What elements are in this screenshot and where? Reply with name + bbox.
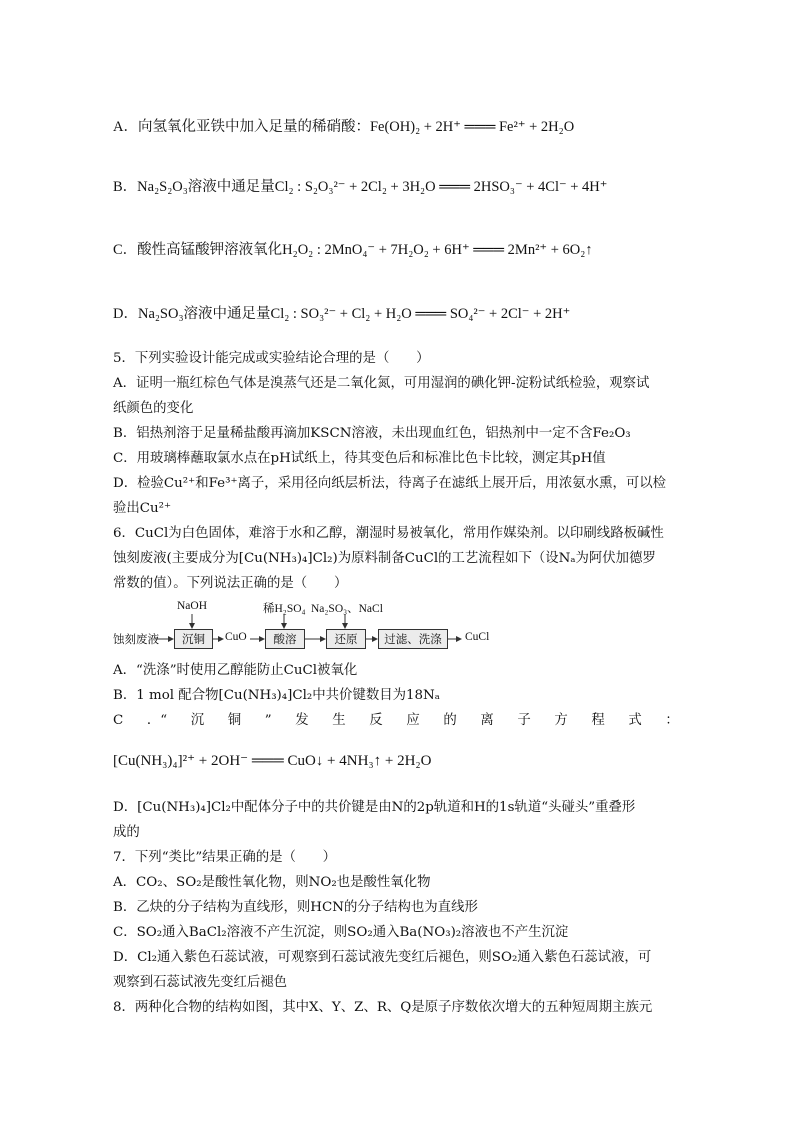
q6-option-c-char: 生 — [332, 713, 346, 728]
q7-option-c: C．SO₂通入BaCl₂溶液不产生沉淀，则SO₂通入Ba(NO₃)₂溶液也不产生沉淀 — [113, 925, 569, 940]
q6-option-b: B．1 mol 配合物[Cu(NH₃)₄]Cl₂中共价键数目为18Nₐ — [113, 688, 440, 703]
q6-option-c-char: 程 — [591, 713, 605, 728]
q6-option-c-char: ．“ — [146, 713, 168, 728]
q6-option-c-char: 发 — [295, 713, 309, 728]
flow-step-precipitate: 沉铜 — [174, 629, 213, 649]
q5-option-a-line2: 纸颜色的变化 — [113, 401, 194, 416]
process-flow-diagram — [113, 598, 513, 656]
flow-step-reduce: 还原 — [326, 629, 366, 649]
q5-option-b: B．铝热剂溶于足量稀盐酸再滴加KSCN溶液，未出现血红色，铝热剂中一定不含Fe₂O₃ — [113, 426, 631, 441]
q7-stem: 7．下列“类比”结果正确的是（ ） — [113, 850, 337, 865]
q6-option-c-char: 反 — [369, 713, 383, 728]
q6-option-c-char: C — [113, 713, 124, 728]
q6-option-c-char: ： — [665, 713, 679, 728]
q6-option-c-char: 方 — [554, 713, 568, 728]
flow-end-label: CuCl — [465, 631, 490, 643]
q4-option-d: D．Na₂SO₃溶液中通足量Cl₂ : SO₃²⁻ + Cl₂ + H₂O ═══ SO₄²⁻ + 2Cl⁻ + 2H⁺ — [113, 306, 571, 322]
q7-option-d-line1: D．Cl₂通入紫色石蕊试液，可观察到石蕊试液先变红后褪色，则SO₂通入紫色石蕊试液，可 — [113, 950, 652, 965]
flow-start-label: 蚀刻废液 — [113, 634, 159, 646]
flow-reagents-label: Na₂SO₃、NaCl — [311, 603, 383, 615]
q8-stem: 8．两种化合物的结构如图，其中X、Y、Z、R、Q是原子序数依次增大的五种短周期主族元 — [113, 1000, 653, 1015]
q4-option-b: B．Na₂S₂O₃溶液中通足量Cl₂ : S₂O₃²⁻ + 2Cl₂ + 3H₂O ═══ 2HSO₃⁻ + 4Cl⁻ + 4H⁺ — [113, 179, 608, 195]
flow-cuo-label: CuO — [225, 631, 247, 643]
q7-option-b: B．乙炔的分子结构为直线形，则HCN的分子结构也为直线形 — [113, 900, 478, 915]
flow-naoh-label: NaOH — [177, 600, 208, 612]
q6-stem-line1: 6．CuCl为白色固体，难溶于水和乙醇，潮湿时易被氧化，常用作媒染剂。以印刷线路板碱性 — [113, 526, 664, 541]
q6-stem-line2: 蚀刻废液(主要成分为[Cu(NH₃)₄]Cl₂)为原料制备CuCl的工艺流程如下（设Nₐ为阿伏加德罗 — [113, 551, 656, 566]
q7-option-d-line2: 观察到石蕊试液先变红后褪色 — [113, 975, 288, 990]
q6-option-c-char: 沉 — [190, 713, 205, 728]
flow-acid-label: 稀H₂SO₄ — [263, 603, 306, 615]
q6-option-d-line1: D．[Cu(NH₃)₄]Cl₂中配体分子中的共价键是由N的2p轨道和H的1s轨道“头碰头”重叠形 — [113, 800, 636, 815]
flow-step-filter-wash: 过滤、洗涤 — [378, 629, 448, 649]
q6-option-c-equation: [Cu(NH₃)₄]²⁺ + 2OH⁻ ═══ CuO↓ + 4NH₃↑ + 2H₂O — [113, 753, 432, 769]
q6-option-d-line2: 成的 — [113, 825, 140, 840]
q5-option-d-line2: 验出Cu²⁺ — [113, 501, 172, 516]
q6-option-c-char: 铜 — [227, 713, 242, 728]
q6-stem-line3: 常数的值）。下列说法正确的是（ ） — [113, 576, 348, 591]
flow-step-acid-dissolve: 酸溶 — [265, 629, 305, 649]
q4-option-c: C．酸性高锰酸钾溶液氧化H₂O₂ : 2MnO₄⁻ + 7H₂O₂ + 6H⁺ ═══ 2Mn²⁺ + 6O₂↑ — [113, 242, 593, 258]
q6-option-c-char: 式 — [628, 713, 642, 728]
q6-option-c-char: 应 — [406, 713, 420, 728]
q5-stem: 5．下列实验设计能完成或实验结论合理的是（ ） — [113, 351, 430, 366]
q6-option-a: A．“洗涤”时使用乙醇能防止CuCl被氧化 — [113, 663, 358, 678]
q6-option-c-char: 离 — [480, 713, 494, 728]
q6-option-c-stem — [113, 711, 679, 731]
q7-option-a: A．CO₂、SO₂是酸性氧化物，则NO₂也是酸性氧化物 — [113, 875, 431, 890]
q4-option-a: A．向氢氧化亚铁中加入足量的稀硝酸：Fe(OH)₂ + 2H⁺ ═══ Fe²⁺ + 2H₂O — [113, 119, 575, 135]
q5-option-d-line1: D．检验Cu²⁺和Fe³⁺离子，采用径向纸层析法，待离子在滤纸上展开后，用浓氨水熏，可以检 — [113, 476, 667, 491]
q5-option-a-line1: A．证明一瓶红棕色气体是溴蒸气还是二氧化氮，可用湿润的碘化钾-淀粉试纸检验，观察试 — [113, 376, 650, 391]
q6-option-c-char: 子 — [517, 713, 531, 728]
q6-option-c-char: ” — [264, 713, 272, 728]
q6-option-c-char: 的 — [443, 713, 457, 728]
q5-option-c: C．用玻璃棒蘸取氯水点在pH试纸上，待其变色后和标准比色卡比较，测定其pH值 — [113, 451, 606, 466]
